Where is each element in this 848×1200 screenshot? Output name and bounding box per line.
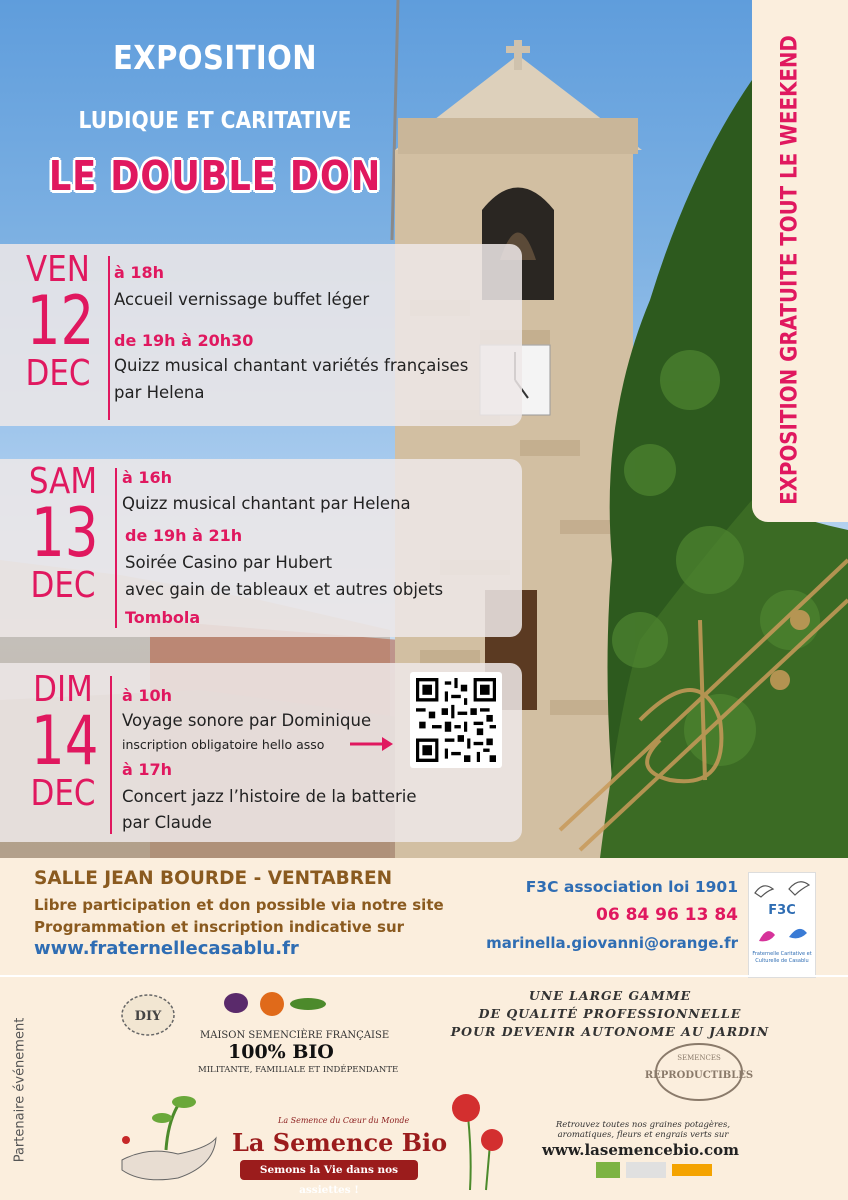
day-name: DIM [33,669,93,710]
title-line-2: LUDIQUE ET CARITATIVE [78,108,352,134]
diy-badge-icon [118,990,178,1040]
date-divider [108,256,110,420]
event-note: inscription obligatoire hello asso [122,737,325,752]
arrow-right-icon [350,734,394,754]
day-name: SAM [28,461,98,502]
stamp-main-label: REPRODUCTIBLES [644,1070,754,1081]
day-number: 14 [31,702,99,781]
event-text: Concert jazz l’histoire de la batterie [122,787,417,806]
day-number: 12 [26,282,95,361]
qr-code[interactable] [410,672,502,768]
event-time: à 10h [122,686,173,705]
date-divider [115,468,117,628]
date-sunday [22,670,104,814]
f3c-logo-acronym: F3C [768,903,796,918]
stamp-top-label: SEMENCES [677,1054,721,1062]
vegetables-icon [222,988,334,1018]
day-name: VEN [26,249,90,290]
reproductibles-stamp-icon [644,1040,754,1104]
event-time: à 16h [122,468,173,487]
semence-bio-logo-text: La Semence Bio [232,1128,448,1157]
gamme-line-2: DE QUALITÉ PROFESSIONNELLE [478,1006,742,1021]
gamme-line-3: POUR DEVENIR AUTONOME AU JARDIN [450,1024,770,1039]
date-divider [110,676,112,834]
event-time: de 19h à 21h [125,526,243,545]
programmation-text: Programmation et inscription indicative sur [34,918,405,936]
day-number: 13 [31,494,99,573]
event-text: Voyage sonore par Dominique [122,711,372,730]
month: DEC [30,565,96,606]
slogan-banner: Semons la Vie dans nos assiettes ! [240,1160,418,1180]
diy-label: DIY [134,1009,162,1024]
event-text: Accueil vernissage buffet léger [114,290,370,309]
venue-name: SALLE JEAN BOURDE - VENTABREN [34,868,393,889]
f3c-logo-caption: Fraternelle Caritative et Culturelle de Casablu [752,951,812,964]
partner-label: Partenaire événement [12,1017,28,1163]
tombola-label: Tombola [125,608,201,627]
date-saturday [22,462,104,606]
gamme-line-1: UNE LARGE GAMME [528,988,692,1003]
hand-seedling-icon [118,1090,222,1186]
bio-100-text: 100% BIO [228,1041,334,1063]
month: DEC [30,773,96,814]
date-friday [18,250,98,394]
semence-website-link[interactable]: www.lasemencebio.com [542,1141,740,1159]
event-text: Quizz musical chantant variétés françaises [114,356,469,375]
association-name: F3C association loi 1901 [525,878,738,896]
event-text: Quizz musical chantant par Helena [122,494,411,513]
participation-text: Libre participation et don possible via notre site [34,896,444,914]
title-main: LE DOUBLE DON [48,152,382,200]
qr-code-icon [416,678,496,762]
event-text: par Helena [114,383,205,402]
event-text: par Claude [122,813,212,832]
title-line-1: EXPOSITION [113,38,317,77]
event-text: avec gain de tableaux et autres objets [125,580,444,599]
semence-tagline: La Semence du Cœur du Monde [278,1116,410,1125]
event-time: de 19h à 20h30 [114,331,254,350]
poppy-flowers-icon [446,1086,512,1190]
event-time: à 18h [114,263,165,282]
retrouvez-text: Retrouvez toutes nos graines potagères, aromatiques, fleurs et engrais verts sur [555,1120,731,1140]
side-banner-text: EXPOSITION GRATUITE TOUT LE WEEKEND [777,35,803,505]
month: DEC [25,353,91,394]
website-link[interactable]: www.fraternellecasablu.fr [34,938,299,959]
section-divider [0,975,848,977]
f3c-logo [748,872,816,978]
certification-logos-icon [596,1162,716,1178]
event-time: à 17h [122,760,173,779]
phone-number[interactable]: 06 84 96 13 84 [596,905,738,925]
hummingbird-icon [755,921,811,949]
event-text: Soirée Casino par Hubert [125,553,333,572]
militante-text: MILITANTE, FAMILIALE ET INDÉPENDANTE [198,1065,399,1075]
maison-text: MAISON SEMENCIÈRE FRANÇAISE [200,1030,390,1041]
email-link[interactable]: marinella.giovanni@orange.fr [486,934,738,952]
